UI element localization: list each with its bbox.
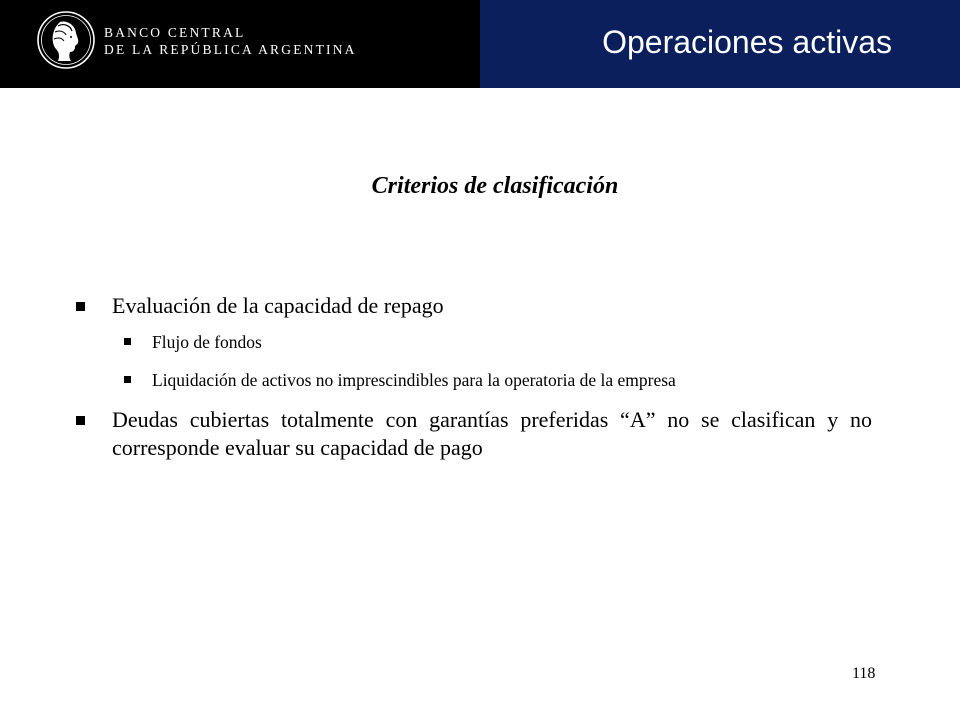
sub-bullet-item [76,330,872,354]
square-bullet-icon [76,416,85,425]
bullet-text: Evaluación de la capacidad de repago [112,293,444,318]
bullet-text: Deudas cubiertas totalmente con garantías preferidas “A” no se clasifican y no corresponde evaluar su capacidad de pago [112,407,872,460]
seal-profile-icon [36,10,96,70]
header-logo-panel [0,0,480,88]
sub-bullet-text: Flujo de fondos [152,332,262,352]
page-number: 118 [852,665,876,682]
bullet-item [76,292,872,320]
sub-bullet-item [76,368,872,392]
slide-title: Criterios de clasificación [371,173,619,199]
header-title: Operaciones activas [602,24,892,60]
square-bullet-icon [124,338,131,345]
slide-header [0,0,960,88]
bullet-item [76,406,872,462]
square-bullet-icon [76,302,85,311]
sub-bullet-text: Liquidación de activos no imprescindibles para la operatoria de la empresa [152,370,676,390]
square-bullet-icon [124,376,131,383]
logo-line-2: DE LA REPÚBLICA ARGENTINA [104,42,357,57]
bank-logo-text [104,24,357,58]
logo-line-1: BANCO CENTRAL [104,25,246,40]
bullet-list [76,292,872,472]
